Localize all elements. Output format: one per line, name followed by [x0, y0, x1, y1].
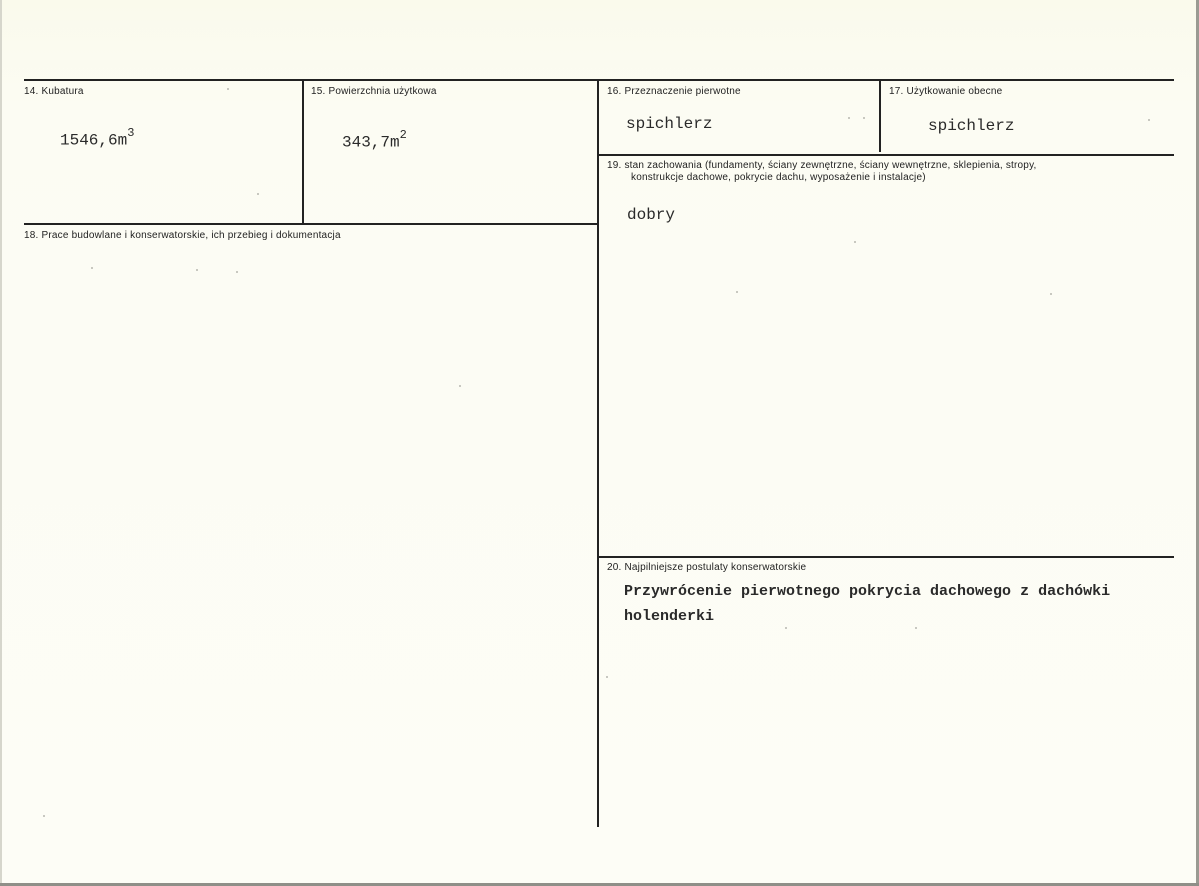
main-divider — [597, 80, 599, 827]
card-edge-left — [0, 0, 2, 886]
field-14-label: 14. Kubatura — [24, 86, 84, 97]
paper-speck — [785, 627, 787, 629]
paper-speck — [91, 267, 93, 269]
field-14-value — [60, 128, 134, 149]
field-18-label: 18. Prace budowlane i konserwatorskie, ich przebieg i dokumentacja — [24, 230, 341, 241]
rule-above-18 — [24, 223, 597, 225]
paper-speck — [236, 271, 238, 273]
field-17-label: 17. Użytkowanie obecne — [889, 86, 1003, 97]
paper-speck — [459, 385, 461, 387]
paper-speck — [43, 815, 45, 817]
kubatura-number: 1546,6m — [60, 131, 128, 150]
field-15-label: 15. Powierzchnia użytkowa — [311, 86, 437, 97]
paper-speck — [863, 117, 865, 119]
field-19-label-line2: konstrukcje dachowe, pokrycie dachu, wyposażenie i instalacje) — [631, 172, 926, 183]
area-number: 343,7m — [342, 133, 400, 152]
paper-speck — [606, 676, 608, 678]
kubatura-exponent: 3 — [127, 126, 135, 140]
field-16-label: 16. Przeznaczenie pierwotne — [607, 86, 741, 97]
divider-16-17 — [879, 80, 881, 152]
paper-speck — [736, 291, 738, 293]
field-19-label-line1: 19. stan zachowania (fundamenty, ściany zewnętrzne, ściany wewnętrzne, sklepienia, stropy, — [607, 160, 1037, 171]
paper-speck — [1148, 119, 1150, 121]
rule-above-20 — [599, 556, 1174, 558]
field-20-label: 20. Najpilniejsze postulaty konserwatorskie — [607, 562, 807, 573]
area-exponent: 2 — [399, 128, 407, 142]
field-20-value-line2: holenderki — [624, 608, 715, 625]
top-rule — [24, 79, 1174, 81]
field-17-value: spichlerz — [928, 117, 1015, 135]
paper-speck — [196, 269, 198, 271]
paper-speck — [257, 193, 259, 195]
divider-14-15 — [302, 80, 304, 224]
paper-speck — [854, 241, 856, 243]
paper-speck — [227, 88, 229, 90]
field-16-value: spichlerz — [626, 115, 713, 133]
field-19-value: dobry — [627, 206, 676, 224]
rule-under-16-17 — [599, 154, 1174, 156]
field-20-value-line1: Przywrócenie pierwotnego pokrycia dachowego z dachówki — [624, 583, 1111, 600]
paper-speck — [1050, 293, 1052, 295]
paper-speck — [848, 117, 850, 119]
field-15-value — [342, 130, 407, 151]
paper-speck — [915, 627, 917, 629]
